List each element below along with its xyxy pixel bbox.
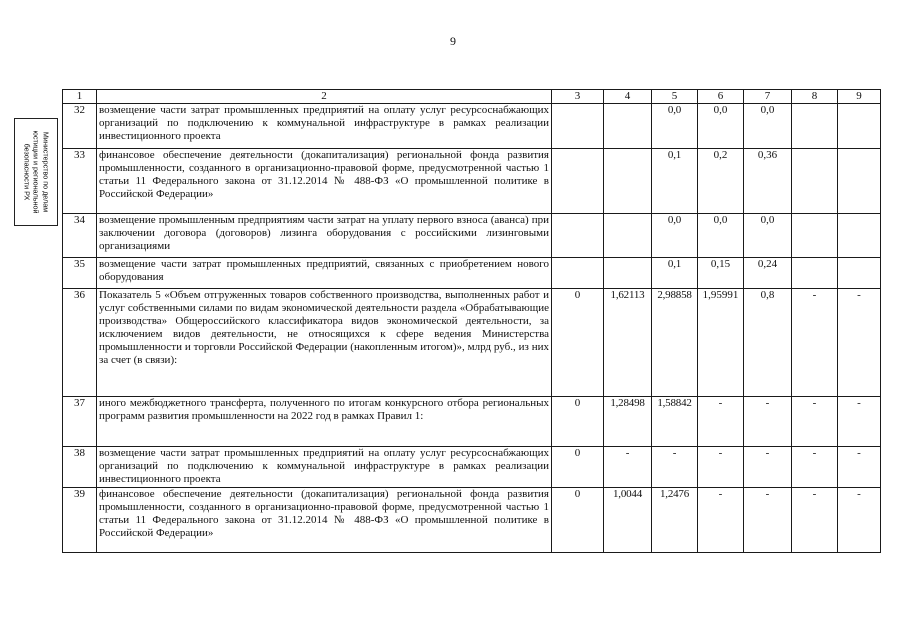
value-cell-col5: 0,0 bbox=[652, 104, 698, 149]
value-cell-col9 bbox=[838, 149, 881, 214]
value-cell-col4 bbox=[604, 149, 652, 214]
table-row bbox=[63, 149, 881, 214]
value-cell-col9: - bbox=[838, 397, 881, 447]
value-cell-col4: - bbox=[604, 447, 652, 488]
row-number-cell: 37 bbox=[63, 397, 97, 447]
header-cell: 2 bbox=[97, 90, 552, 104]
value-cell-col4: 1,62113 bbox=[604, 289, 652, 397]
value-cell-col5: 2,98858 bbox=[652, 289, 698, 397]
value-cell-col9 bbox=[838, 214, 881, 258]
header-cell: 9 bbox=[838, 90, 881, 104]
description-cell: финансовое обеспечение деятельности (докапитализация) региональной фонда развития промышленности, созданного в организационно-правовой форме, предусмотренной частью 1 статьи 11 Федерального закона от 31.12.2014 № 488-ФЗ «О промышленной политике в Российской Федерации» bbox=[97, 488, 552, 553]
value-cell-col3 bbox=[552, 104, 604, 149]
description-cell: иного межбюджетного трансферта, полученного по итогам конкурсного отбора региональных программ развития промышленности на 2022 год в рамках Правил 1: bbox=[97, 397, 552, 447]
table-row bbox=[63, 258, 881, 289]
row-number-cell: 34 bbox=[63, 214, 97, 258]
value-cell-col6: 0,0 bbox=[698, 104, 744, 149]
value-cell-col8: - bbox=[792, 397, 838, 447]
value-cell-col4 bbox=[604, 104, 652, 149]
value-cell-col3: 0 bbox=[552, 447, 604, 488]
value-cell-col5: 1,2476 bbox=[652, 488, 698, 553]
value-cell-col6: - bbox=[698, 397, 744, 447]
table-row bbox=[63, 488, 881, 553]
value-cell-col4: 1,28498 bbox=[604, 397, 652, 447]
value-cell-col7: 0,36 bbox=[744, 149, 792, 214]
row-number-cell: 35 bbox=[63, 258, 97, 289]
value-cell-col5: 0,0 bbox=[652, 214, 698, 258]
table-row bbox=[63, 104, 881, 149]
value-cell-col8 bbox=[792, 149, 838, 214]
value-cell-col7: 0,0 bbox=[744, 104, 792, 149]
row-number-cell: 38 bbox=[63, 447, 97, 488]
value-cell-col5: 0,1 bbox=[652, 149, 698, 214]
value-cell-col9: - bbox=[838, 488, 881, 553]
header-cell: 7 bbox=[744, 90, 792, 104]
value-cell-col5: - bbox=[652, 447, 698, 488]
table-row bbox=[63, 214, 881, 258]
value-cell-col3 bbox=[552, 258, 604, 289]
description-cell: Показатель 5 «Объем отгруженных товаров собственного производства, выполненных работ и услуг собственными силами по видам экономической деятельности раздела «Обрабатывающие производства» Общероссийского классификатора видов экономической деятельности, за исключением видов деятельности, не относящихся к сфере ведения Министерства промышленности и торговли Российской Федерации (накопленным итогом)», млрд руб., из них за счет (в связи): bbox=[97, 289, 552, 397]
value-cell-col8: - bbox=[792, 488, 838, 553]
header-cell: 4 bbox=[604, 90, 652, 104]
value-cell-col9: - bbox=[838, 447, 881, 488]
value-cell-col3 bbox=[552, 149, 604, 214]
row-number-cell: 36 bbox=[63, 289, 97, 397]
table-header-row bbox=[63, 90, 881, 104]
value-cell-col3: 0 bbox=[552, 289, 604, 397]
header-cell: 1 bbox=[63, 90, 97, 104]
value-cell-col9 bbox=[838, 258, 881, 289]
value-cell-col7: 0,8 bbox=[744, 289, 792, 397]
header-cell: 3 bbox=[552, 90, 604, 104]
header-cell: 5 bbox=[652, 90, 698, 104]
header-cell: 8 bbox=[792, 90, 838, 104]
value-cell-col7: - bbox=[744, 488, 792, 553]
description-cell: возмещение части затрат промышленных предприятий, связанных с приобретением нового оборудования bbox=[97, 258, 552, 289]
value-cell-col9: - bbox=[838, 289, 881, 397]
value-cell-col3 bbox=[552, 214, 604, 258]
value-cell-col9 bbox=[838, 104, 881, 149]
value-cell-col6: - bbox=[698, 488, 744, 553]
description-cell: возмещение части затрат промышленных предприятий на оплату услуг ресурсоснабжающих организаций по подключению к коммунальной инфраструктуре в рамках реализации инвестиционного проекта bbox=[97, 104, 552, 149]
value-cell-col3: 0 bbox=[552, 397, 604, 447]
table-row bbox=[63, 289, 881, 397]
value-cell-col6: 0,2 bbox=[698, 149, 744, 214]
value-cell-col4 bbox=[604, 214, 652, 258]
value-cell-col8 bbox=[792, 214, 838, 258]
registration-stamp bbox=[14, 118, 58, 226]
value-cell-col3: 0 bbox=[552, 488, 604, 553]
page-number: 9 bbox=[450, 34, 456, 48]
value-cell-col8 bbox=[792, 258, 838, 289]
value-cell-col6: 1,95991 bbox=[698, 289, 744, 397]
row-number-cell: 39 bbox=[63, 488, 97, 553]
value-cell-col8: - bbox=[792, 289, 838, 397]
value-cell-col6: - bbox=[698, 447, 744, 488]
value-cell-col4 bbox=[604, 258, 652, 289]
value-cell-col7: 0,24 bbox=[744, 258, 792, 289]
value-cell-col7: 0,0 bbox=[744, 214, 792, 258]
value-cell-col7: - bbox=[744, 397, 792, 447]
description-cell: возмещение промышленным предприятиям части затрат на уплату первого взноса (аванса) при заключении договора (договоров) лизинга оборудования с российскими лизинговыми организациями bbox=[97, 214, 552, 258]
value-cell-col8 bbox=[792, 104, 838, 149]
value-cell-col7: - bbox=[744, 447, 792, 488]
value-cell-col4: 1,0044 bbox=[604, 488, 652, 553]
header-cell: 6 bbox=[698, 90, 744, 104]
row-number-cell: 33 bbox=[63, 149, 97, 214]
description-cell: возмещение части затрат промышленных предприятий на оплату услуг ресурсоснабжающих организаций по подключению к коммунальной инфраструктуре в рамках реализации инвестиционного проекта bbox=[97, 447, 552, 488]
table-row bbox=[63, 447, 881, 488]
value-cell-col8: - bbox=[792, 447, 838, 488]
value-cell-col5: 1,58842 bbox=[652, 397, 698, 447]
value-cell-col6: 0,15 bbox=[698, 258, 744, 289]
row-number-cell: 32 bbox=[63, 104, 97, 149]
description-cell: финансовое обеспечение деятельности (докапитализация) региональной фонда развития промышленности, созданного в организационно-правовой форме, предусмотренной частью 1 статьи 11 Федерального закона от 31.12.2014 № 488-ФЗ «О промышленной политике в Российской Федерации» bbox=[97, 149, 552, 214]
stamp-text: Министерство по делам юстиции и региональной безопасности РХ bbox=[22, 130, 51, 214]
indicators-table bbox=[62, 89, 881, 553]
value-cell-col6: 0,0 bbox=[698, 214, 744, 258]
table-row bbox=[63, 397, 881, 447]
value-cell-col5: 0,1 bbox=[652, 258, 698, 289]
